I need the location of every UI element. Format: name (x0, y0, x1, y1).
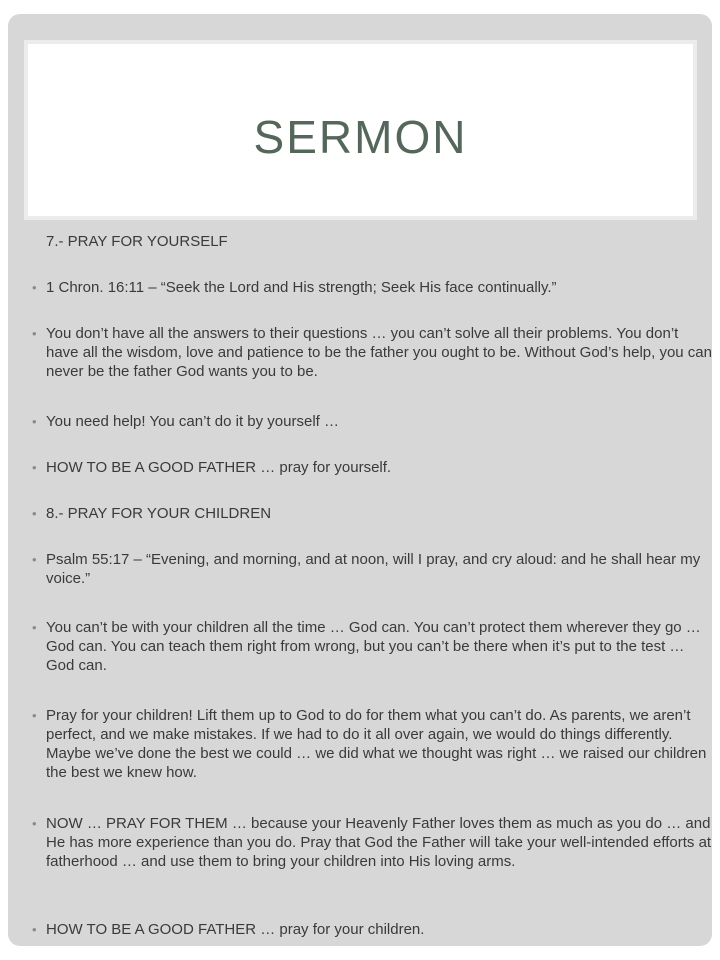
list-item-text: You can’t be with your children all the time … God can. You can’t protect them wherever they go … God can. You can teach them right from wrong, but you can’t be there when it’s put to the test … God can. (46, 619, 701, 674)
list-item-text: You need help! You can’t do it by yourself … (46, 413, 339, 430)
list-item-text: HOW TO BE A GOOD FATHER … pray for yourself. (46, 459, 392, 476)
bullet-icon: • (32, 326, 37, 341)
list-item-text: NOW … PRAY FOR THEM … because your Heavenly Father loves them as much as you do … and He has more experience than you do. Pray that God the Father will take your well-intended efforts at fatherhood … and use them to bring your children into His loving arms. (46, 815, 712, 870)
bullet-icon: • (32, 414, 37, 429)
bullet-icon: • (32, 816, 37, 831)
section-heading: 7.- PRAY FOR YOURSELF (46, 233, 228, 250)
list-item (32, 412, 712, 431)
list-item-text: Psalm 55:17 – “Evening, and morning, and at noon, will I pray, and cry aloud: and he shall hear my voice.” (46, 551, 701, 587)
slide (8, 14, 712, 946)
bullet-icon: • (32, 620, 37, 635)
list-item (32, 618, 712, 675)
bullet-icon: • (32, 460, 37, 475)
list-item (32, 324, 712, 381)
list-item-text: HOW TO BE A GOOD FATHER … pray for your children. (46, 921, 425, 938)
list-item-text: 8.- PRAY FOR YOUR CHILDREN (46, 505, 272, 522)
bullet-icon: • (32, 708, 37, 723)
list-item (32, 278, 712, 297)
list-item (32, 706, 712, 782)
list-item (32, 458, 712, 477)
list-item-text: You don’t have all the answers to their questions … you can’t solve all their problems. You don’t have all the wisdom, love and patience to be the father you ought to be. Without God’s help, you can never be the father God wants you to be. (46, 325, 712, 380)
list-item-text: Pray for your children! Lift them up to God to do for them what you can’t do. As parents, we aren’t perfect, and we make mistakes. If we had to do it all over again, we would do things differently. Maybe we’ve done the best we could … we did what we thought was right … we raised our children the best we knew how. (46, 707, 707, 781)
slide-title: SERMON (253, 111, 468, 163)
list-item (32, 504, 712, 523)
bullet-icon: • (32, 552, 37, 567)
bullet-icon: • (32, 506, 37, 521)
list-item (32, 920, 712, 939)
list-item (32, 550, 712, 588)
list-item (32, 814, 712, 871)
list-item-text: 1 Chron. 16:11 – “Seek the Lord and His strength; Seek His face continually.” (46, 279, 557, 296)
title-box (24, 40, 697, 220)
bullet-icon: • (32, 922, 37, 937)
bullet-icon: • (32, 280, 37, 295)
